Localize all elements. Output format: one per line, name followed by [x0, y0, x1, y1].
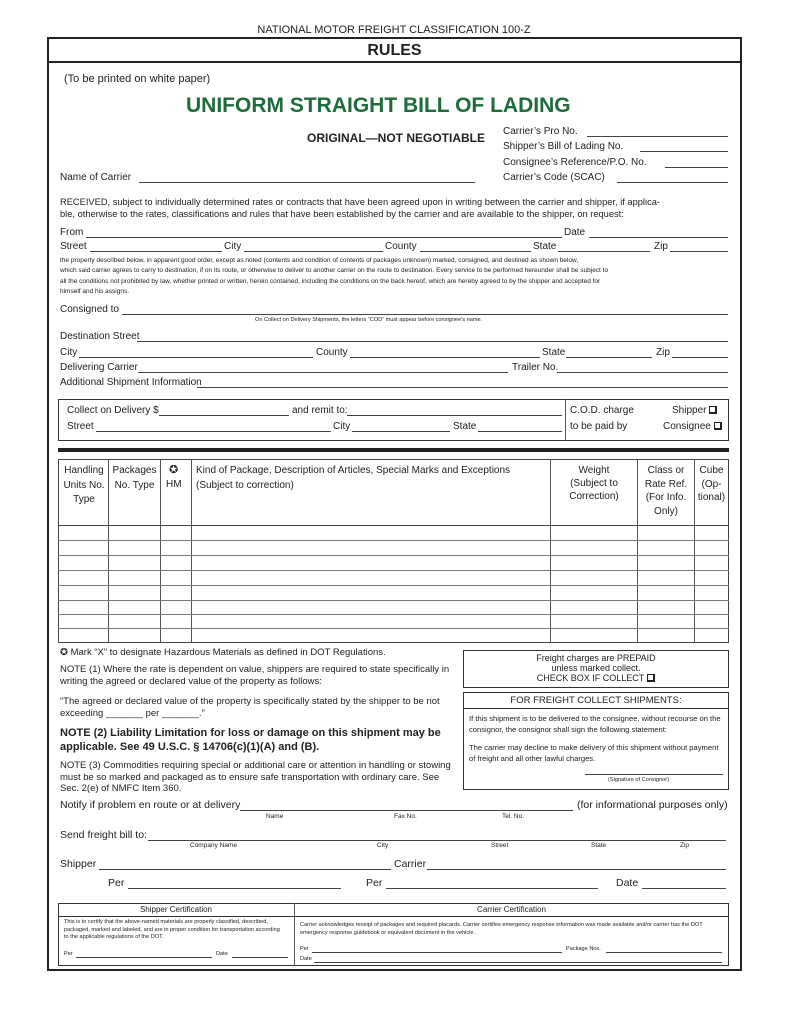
note-2: NOTE (2) Liability Limitation for loss or damage on this shipment may be applicable. See 49 U.S.C. § 14706(c)(1)(A) and (B). — [60, 727, 441, 753]
col-divider-2 — [160, 459, 161, 643]
handling-header: Handling Units No. Type — [63, 465, 105, 505]
destination-city-label: City — [60, 347, 78, 358]
cod-note: On Collect on Delivery Shipments, the letters “COD” must appear before consignee’s name. — [255, 317, 483, 323]
notify-label: Notify if problem en route or at delivery — [60, 799, 241, 811]
col-divider-6 — [694, 459, 695, 643]
received-text-2: ble, otherwise to the rates, classifications and rules that have been established by the carrier and are available to the shipper, on request: — [60, 209, 624, 219]
shipper-cert-date-field[interactable] — [232, 957, 288, 958]
consignee-ref-label: Consignee’s Reference/P.O. No. — [503, 157, 647, 168]
cod-consignee-option[interactable] — [663, 421, 722, 433]
freight-bill-zip-caption: Zip — [680, 842, 690, 849]
shipper-cert-text: This is to certify that the above-named materials are properly classified, described, packaged, marked and labeled, and are in proper condition for transportation according to the applicable regulations of the DOT. — [64, 919, 280, 941]
origin-zip-field[interactable] — [670, 251, 728, 252]
additional-info-label: Additional Shipment Information — [60, 377, 202, 388]
cod-collect-label: Collect on Delivery $ — [67, 405, 159, 416]
cod-state-label: State — [453, 421, 477, 432]
freight-bill-state-caption: State — [591, 842, 607, 849]
hm-note: ✪ Mark “X” to designate Hazardous Materials as defined in DOT Regulations. — [60, 647, 386, 658]
carrier-cert-per: Per — [300, 946, 309, 952]
destination-street-field[interactable] — [137, 341, 728, 342]
subtitle: ORIGINAL—NOT NEGOTIABLE — [307, 131, 485, 145]
destination-state-label: State — [542, 347, 566, 358]
shipper-per-field[interactable] — [128, 888, 341, 889]
col-divider-4 — [550, 459, 551, 643]
delivering-carrier-field[interactable] — [138, 372, 508, 373]
cod-charge-label: C.O.D. charge — [570, 405, 634, 416]
date-field[interactable] — [589, 237, 728, 238]
pro-no-label: Carrier’s Pro No. — [503, 126, 578, 137]
table-row[interactable] — [58, 585, 729, 586]
origin-state-field[interactable] — [558, 251, 650, 252]
cod-amount-field[interactable] — [159, 415, 289, 416]
form-title: UNIFORM STRAIGHT BILL OF LADING — [186, 94, 571, 117]
consignor-signature-label: (Signature of Consignor) — [608, 777, 669, 783]
carrier-per-field[interactable] — [386, 888, 598, 889]
col-divider-5 — [637, 459, 638, 643]
table-row[interactable] — [58, 540, 729, 541]
name-of-carrier-label: Name of Carrier — [60, 172, 132, 183]
destination-state-field[interactable] — [566, 357, 652, 358]
freight-bill-label: Send freight bill to: — [60, 829, 147, 841]
cod-shipper-option[interactable] — [672, 405, 717, 417]
shipper-bol-label: Shipper’s Bill of Lading No. — [503, 141, 624, 152]
table-row[interactable] — [58, 555, 729, 556]
table-header-divider — [58, 525, 729, 526]
destination-county-label: County — [316, 347, 348, 358]
shipper-cert-date: Date — [216, 951, 228, 957]
kind-subheader: (Subject to correction) — [196, 480, 294, 491]
cod-consignee-label: Consignee — [663, 421, 711, 432]
shipper-cert-title: Shipper Certification — [139, 905, 213, 914]
check-if-collect-label: CHECK BOX IF COLLECT — [536, 673, 645, 683]
cod-city-label: City — [333, 421, 351, 432]
freight-collect-divider — [463, 708, 729, 709]
freight-collect-title: FOR FREIGHT COLLECT SHIPMENTS: — [510, 695, 682, 706]
origin-state-label: State — [533, 241, 557, 252]
rules-title: RULES — [367, 42, 422, 59]
signature-date-field[interactable] — [642, 888, 726, 889]
cod-shipper-checkbox[interactable] — [709, 406, 717, 414]
notify-name-caption: Name — [266, 813, 284, 820]
cod-box-divider — [565, 399, 566, 441]
class-header: Class or Rate Ref. (For Info. Only) — [644, 465, 688, 517]
cod-shipper-label: Shipper — [672, 405, 707, 416]
carrier-cert-text: Carrier acknowledges receipt of packages and required placards. Carrier certifies emergency response information was made available and/or carrier has the DOT emergency response guidebook or equivalent document in the vehicle. — [300, 922, 703, 936]
carrier-cert-title: Carrier Certification — [477, 905, 546, 914]
note-3: NOTE (3) Commodities requiring special or additional care or attention in handling or stowing must be so marked and packaged as to ensure safe transportation with ordinary care. See Sec. 2(e) of NMFC Item 360. — [60, 760, 451, 794]
cod-street-label: Street — [67, 421, 94, 432]
notify-tel-caption: Tel. No. — [502, 813, 525, 820]
kind-header: Kind of Package, Description of Articles, Special Marks and Exceptions — [196, 465, 511, 476]
property-text-3: all the conditions not prohibited by law, whether printed or written, herein contained, including the conditions on the back hereof, which are hereby agreed to by the shipper and accepted for — [60, 278, 601, 285]
notify-field[interactable] — [240, 810, 573, 811]
destination-street-label: Destination Street — [60, 331, 140, 342]
property-text-2: which said carrier agrees to carry to destination, if on its route, or otherwise to deliver to another carrier on the route to destination. Every service to be performed hereunder shall be subject to — [60, 267, 609, 274]
origin-zip-label: Zip — [654, 241, 668, 252]
trailer-no-label: Trailer No. — [512, 362, 559, 373]
trailer-no-field[interactable] — [557, 372, 728, 373]
freight-bill-street-caption: Street — [491, 842, 509, 849]
package-nos-field[interactable] — [606, 952, 722, 953]
freight-collect-box — [463, 692, 729, 790]
hm-symbol-icon: ✪ — [169, 464, 179, 476]
carrier-per-label: Per — [366, 877, 383, 889]
destination-county-field[interactable] — [350, 357, 540, 358]
notify-suffix: (for informational purposes only) — [577, 799, 728, 811]
destination-zip-field[interactable] — [672, 357, 728, 358]
shipper-cert-per: Per — [64, 951, 73, 957]
prepaid-line-1: Freight charges are PREPAID — [536, 653, 656, 663]
table-row[interactable] — [58, 600, 729, 601]
origin-street-field[interactable] — [90, 251, 222, 252]
cube-header: Cube (Op- tional) — [697, 465, 726, 503]
consigned-to-field[interactable] — [122, 314, 728, 315]
print-note: (To be printed on white paper) — [64, 73, 211, 85]
received-text: RECEIVED, subject to individually determined rates or contracts that have been agreed upon in writing between the carrier and shipper, if applica- — [60, 197, 660, 207]
certifications-header-divider — [58, 916, 729, 917]
consigned-to-label: Consigned to — [60, 304, 119, 315]
prepaid-line-2: unless marked collect. — [551, 663, 641, 673]
weight-header: Weight (Subject to Correction) — [569, 465, 619, 502]
origin-county-field[interactable] — [420, 251, 531, 252]
declared-value: “The agreed or declared value of the property is specifically stated by the shipper to be not exceeding _______ per _______.” — [60, 696, 440, 719]
delivering-carrier-label: Delivering Carrier — [60, 362, 138, 373]
carrier-label: Carrier — [394, 858, 427, 870]
cod-remit-field[interactable] — [347, 415, 562, 416]
origin-street-label: Street — [60, 241, 87, 252]
table-row[interactable] — [58, 570, 729, 571]
cod-paid-by-label: to be paid by — [570, 421, 628, 432]
hm-header: HM — [166, 479, 182, 490]
freight-collect-text-1: If this shipment is to be delivered to the consignee, without recourse on the consignor, the consignor shall sign the following statement: — [469, 714, 721, 734]
carrier-cert-date-field[interactable] — [314, 962, 722, 963]
shipper-field[interactable] — [99, 869, 391, 870]
scac-field[interactable] — [617, 182, 728, 183]
property-text-1: the property described below, in apparent good order, except as noted (contents and condition of contents of packages unknown) marked, consigned, and destined as shown below, — [60, 257, 579, 264]
cod-city-field[interactable] — [352, 431, 450, 432]
destination-city-field[interactable] — [79, 357, 313, 358]
shipper-bol-field[interactable] — [640, 151, 728, 152]
packages-header: Packages No. Type — [112, 465, 157, 491]
classification-header: NATIONAL MOTOR FREIGHT CLASSIFICATION 100-Z — [257, 24, 531, 36]
carrier-cert-date: Date — [300, 956, 312, 962]
note-1: NOTE (1) Where the rate is dependent on value, shippers are required to state specifically in writing the agreed or declared value of the property as follows: — [60, 664, 450, 687]
date-label: Date — [564, 227, 586, 238]
collect-checkbox[interactable] — [647, 674, 655, 682]
property-text-4: himself and his assigns. — [60, 288, 130, 295]
cod-street-field[interactable] — [96, 431, 331, 432]
from-label: From — [60, 227, 84, 238]
freight-bill-city-caption: City — [377, 842, 389, 849]
origin-city-label: City — [224, 241, 242, 252]
carrier-field[interactable] — [427, 869, 726, 870]
notify-fax-caption: Fax No. — [394, 813, 417, 820]
freight-collect-text-2: The carrier may decline to make delivery of this shipment without payment of freight and all other lawful charges. — [469, 743, 719, 763]
package-nos-label: Package Nos. — [566, 946, 601, 952]
scac-label: Carrier’s Code (SCAC) — [503, 172, 605, 183]
table-row[interactable] — [58, 614, 729, 615]
freight-bill-company-caption: Company Name — [190, 842, 237, 849]
shipper-label: Shipper — [60, 858, 97, 870]
col-divider-1 — [108, 459, 109, 643]
cod-remit-label: and remit to: — [292, 405, 348, 416]
destination-zip-label: Zip — [656, 347, 670, 358]
additional-info-field[interactable] — [197, 387, 728, 388]
from-field[interactable] — [86, 237, 562, 238]
table-row[interactable] — [58, 628, 729, 629]
pro-no-field[interactable] — [587, 136, 728, 137]
section-rule — [58, 448, 729, 452]
consignor-signature-field[interactable] — [585, 774, 723, 775]
origin-county-label: County — [385, 241, 417, 252]
cod-consignee-checkbox[interactable] — [714, 422, 722, 430]
check-if-collect[interactable] — [463, 673, 729, 683]
origin-city-field[interactable] — [244, 251, 383, 252]
consignee-ref-field[interactable] — [665, 167, 728, 168]
cod-state-field[interactable] — [478, 431, 562, 432]
signature-date-label: Date — [616, 877, 639, 889]
freight-bill-field[interactable] — [148, 840, 726, 841]
name-of-carrier-field[interactable] — [139, 182, 475, 183]
carrier-cert-per-field[interactable] — [312, 952, 562, 953]
col-divider-3 — [191, 459, 192, 643]
shipper-cert-per-field[interactable] — [76, 957, 212, 958]
shipper-per-label: Per — [108, 877, 125, 889]
